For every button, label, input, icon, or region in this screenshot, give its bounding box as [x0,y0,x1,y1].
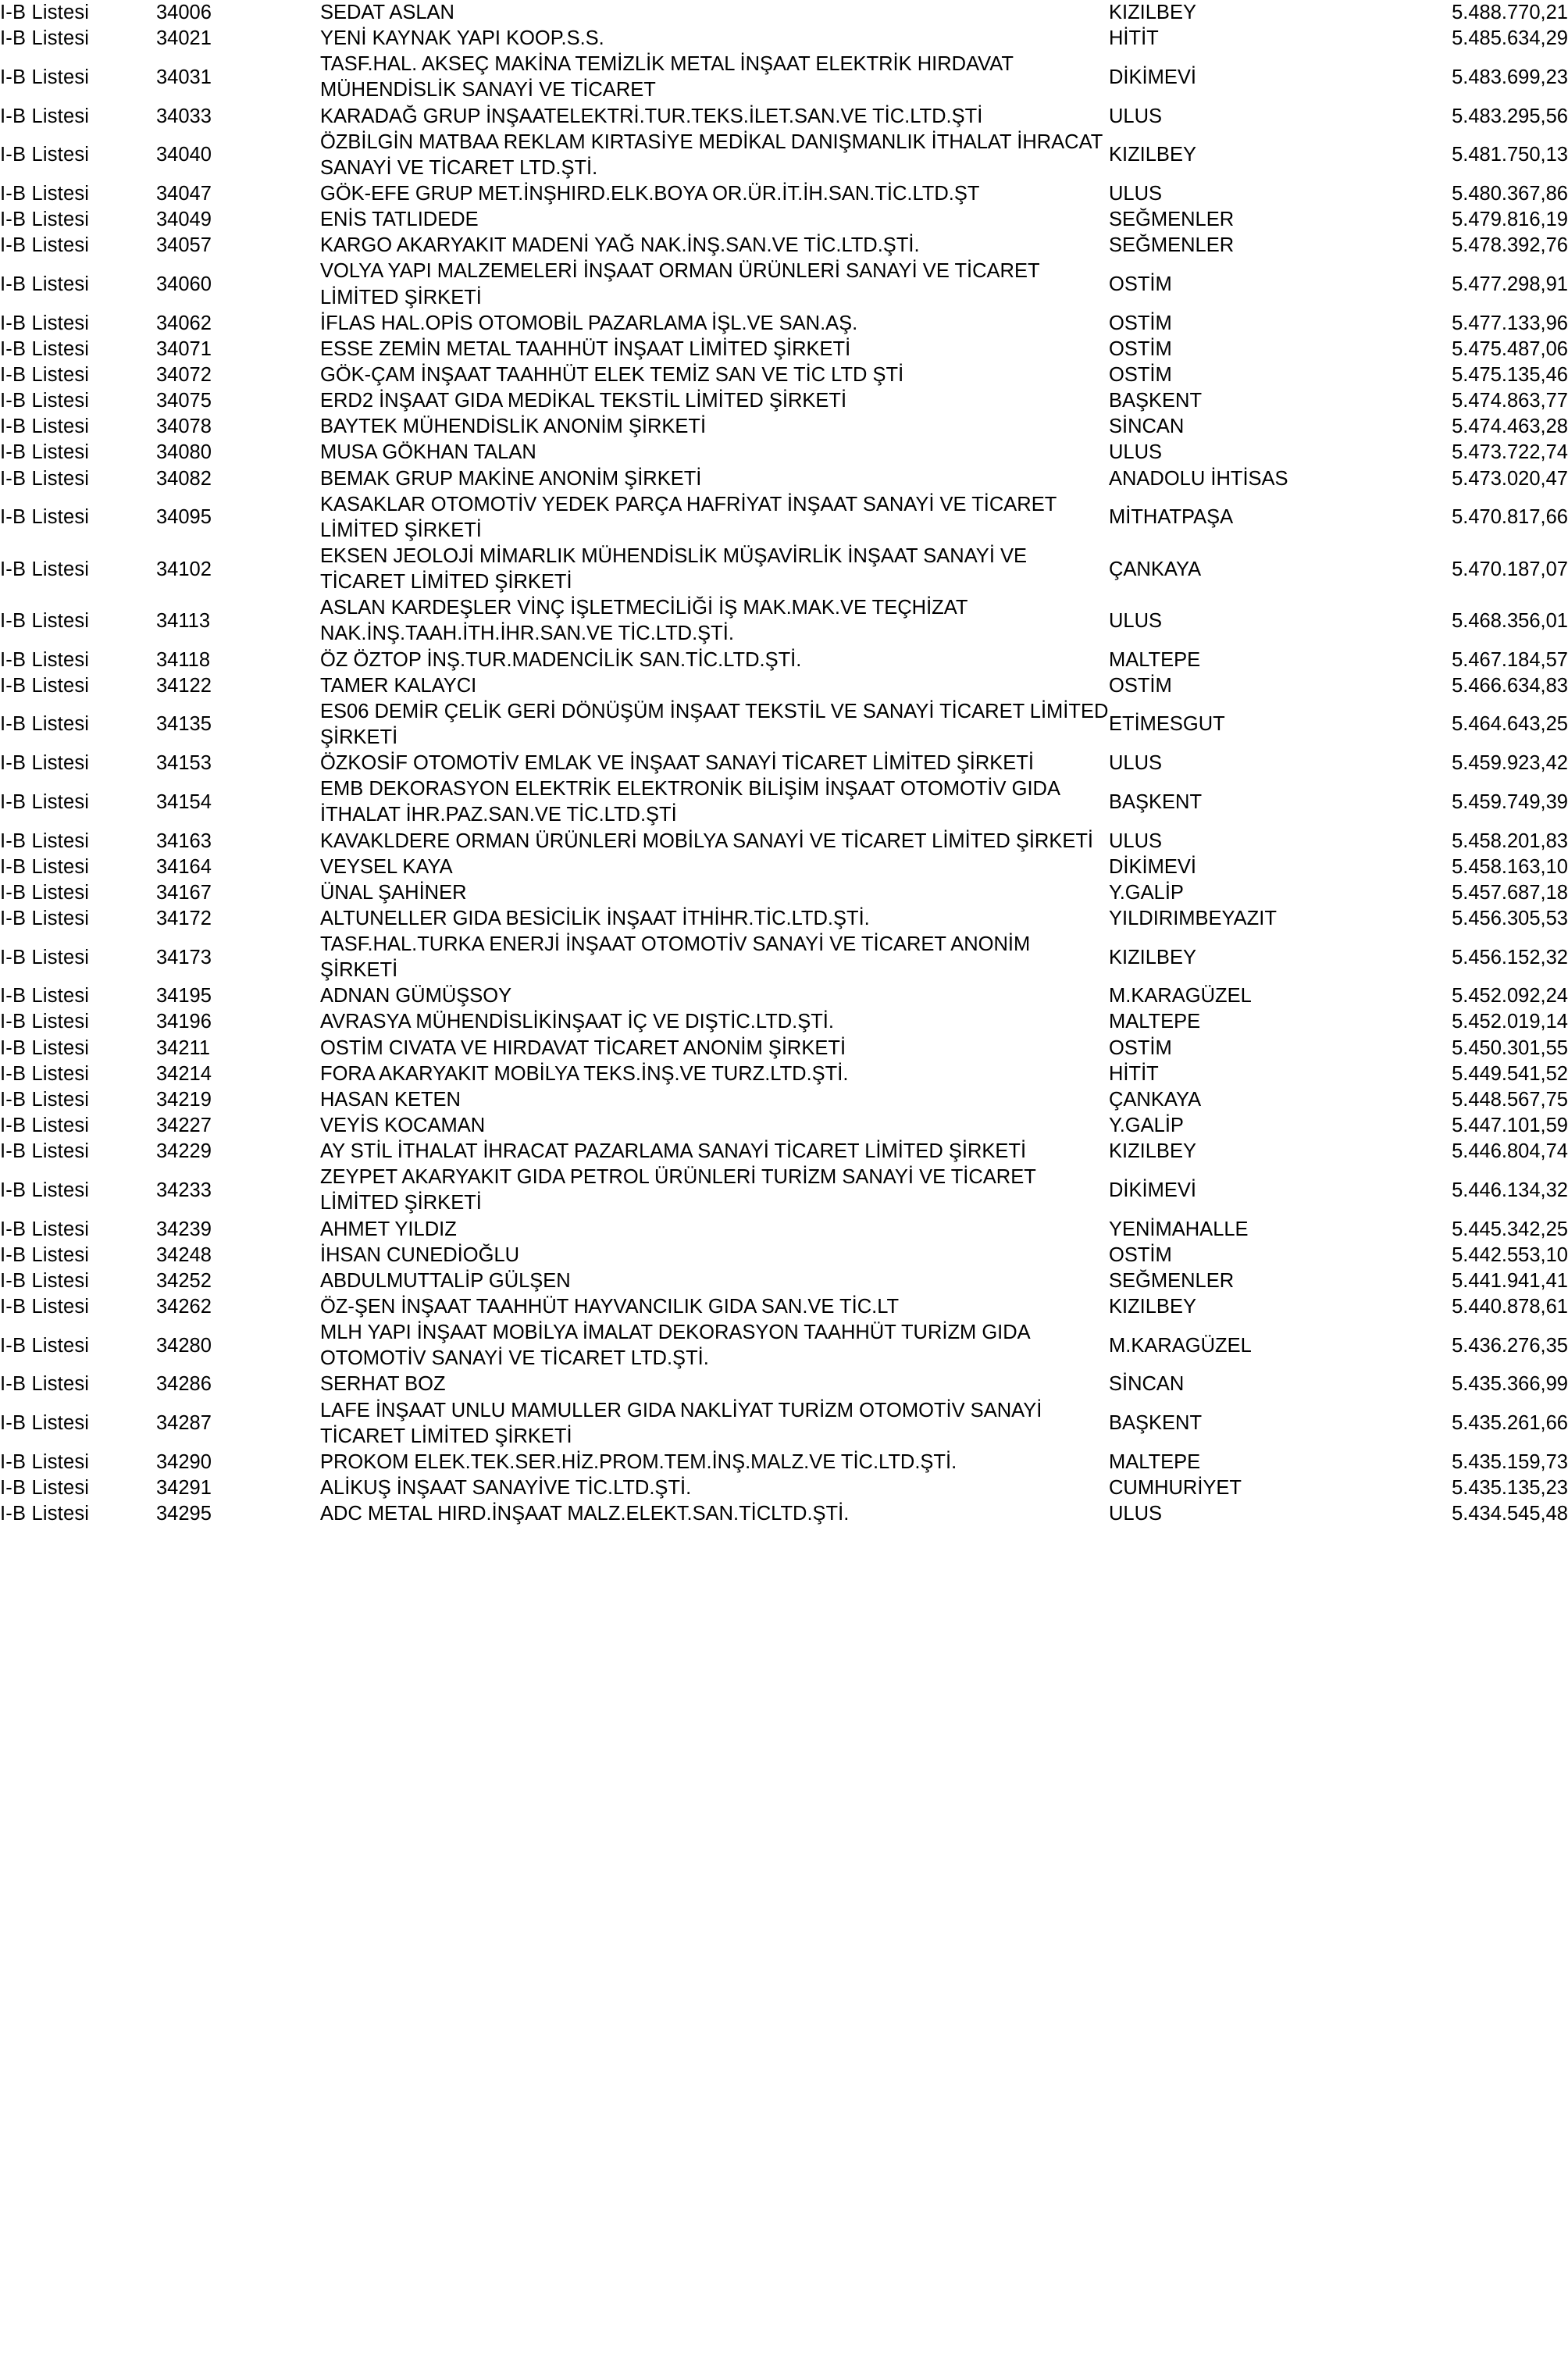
cell-amount: 5.480.367,86 [1452,182,1568,205]
cell-sequence-no: 34072 [156,363,212,386]
cell-sequence-no: 34122 [156,674,212,697]
cell-sequence-no: 34154 [156,790,212,813]
cell-sequence-no: 34031 [156,66,212,88]
cell-taxpayer-name: PROKOM ELEK.TEK.SER.HİZ.PROM.TEM.İNŞ.MALZ.VE TİC.LTD.ŞTİ. [320,1450,957,1473]
cell-list-label: I-B Listesi [0,790,90,813]
cell-sequence-no: 34229 [156,1140,212,1163]
cell-sequence-no: 34239 [156,1218,212,1240]
table-row [0,1087,1568,1113]
cell-list-label: I-B Listesi [0,312,90,334]
cell-sequence-no: 34233 [156,1179,212,1201]
table-row [0,983,1568,1009]
table-row [0,751,1568,776]
cell-sequence-no: 34214 [156,1062,212,1085]
table-row [0,1009,1568,1035]
cell-tax-office: ULUS [1109,609,1163,632]
table-row [0,181,1568,207]
cell-list-label: I-B Listesi [0,105,90,127]
cell-amount: 5.441.941,41 [1452,1269,1568,1292]
cell-amount: 5.442.553,10 [1452,1243,1568,1266]
cell-tax-office: BAŞKENT [1109,790,1203,813]
cell-taxpayer-name: ÖZKOSİF OTOMOTİV EMLAK VE İNŞAAT SANAYİ TİCARET LİMİTED ŞİRKETİ [320,752,1034,775]
cell-tax-office: ETİMESGUT [1109,713,1225,736]
table-row [0,1475,1568,1501]
cell-amount: 5.488.770,21 [1452,2,1568,23]
cell-list-label: I-B Listesi [0,144,90,166]
cell-sequence-no: 34262 [156,1296,212,1318]
table-row [0,1217,1568,1243]
cell-amount: 5.470.187,07 [1452,558,1568,580]
table-row [0,492,1568,544]
cell-list-label: I-B Listesi [0,390,90,412]
cell-sequence-no: 34164 [156,855,212,878]
cell-amount: 5.464.643,25 [1452,713,1568,736]
cell-taxpayer-name: BEMAK GRUP MAKİNE ANONİM ŞİRKETİ [320,467,702,490]
cell-amount: 5.470.817,66 [1452,506,1568,529]
cell-sequence-no: 34118 [156,648,211,671]
cell-amount: 5.485.634,29 [1452,27,1568,50]
cell-tax-office: SİNCAN [1109,416,1185,438]
cell-amount: 5.475.487,06 [1452,337,1568,360]
table-row [0,1268,1568,1294]
cell-amount: 5.449.541,52 [1452,1062,1568,1085]
cell-list-label: I-B Listesi [0,182,90,205]
table-row [0,233,1568,259]
cell-tax-office: ULUS [1109,829,1163,852]
cell-tax-office: HİTİT [1109,1062,1159,1085]
cell-tax-office: YILDIRIMBEYAZIT [1109,907,1277,929]
cell-list-label: I-B Listesi [0,1088,90,1111]
cell-sequence-no: 34078 [156,416,212,438]
cell-taxpayer-name: OSTİM CIVATA VE HIRDAVAT TİCARET ANONİM ŞİRKETİ [320,1036,846,1059]
cell-amount: 5.445.342,25 [1452,1218,1568,1240]
cell-taxpayer-name: ZEYPET AKARYAKIT GIDA PETROL ÜRÜNLERİ TURİZM SANAYİ VE TİCARET LİMİTED ŞİRKETİ [320,1166,1036,1215]
table-row [0,440,1568,465]
cell-tax-office: DİKİMEVİ [1109,1179,1196,1201]
table-row [0,1243,1568,1268]
cell-amount: 5.458.201,83 [1452,829,1568,852]
cell-taxpayer-name: ADNAN GÜMÜŞSOY [320,985,512,1008]
cell-tax-office: ULUS [1109,1503,1163,1525]
table-row [0,52,1568,103]
cell-taxpayer-name: MUSA GÖKHAN TALAN [320,441,536,464]
cell-list-label: I-B Listesi [0,1477,90,1500]
cell-list-label: I-B Listesi [0,829,90,852]
cell-amount: 5.435.366,99 [1452,1373,1568,1396]
table-row [0,595,1568,647]
cell-amount: 5.435.159,73 [1452,1450,1568,1473]
table-row [0,362,1568,388]
cell-list-label: I-B Listesi [0,1296,90,1318]
table-row [0,104,1568,130]
cell-taxpayer-name: ESSE ZEMİN METAL TAAHHÜT İNŞAAT LİMİTED ŞİRKETİ [320,337,851,360]
cell-sequence-no: 34062 [156,312,212,334]
cell-list-label: I-B Listesi [0,609,90,632]
cell-tax-office: ÇANKAYA [1109,558,1202,580]
cell-amount: 5.435.135,23 [1452,1477,1568,1500]
table-row [0,26,1568,52]
cell-amount: 5.483.295,56 [1452,105,1568,127]
cell-list-label: I-B Listesi [0,881,90,904]
table-row [0,544,1568,595]
cell-tax-office: OSTİM [1109,273,1172,295]
cell-taxpayer-name: TASF.HAL. AKSEÇ MAKİNA TEMİZLİK METAL İNŞAAT ELEKTRİK HIRDAVAT MÜHENDİSLİK SANAYİ VE TİCARET [320,53,1014,102]
cell-taxpayer-name: KAVAKLDERE ORMAN ÜRÜNLERİ MOBİLYA SANAYİ VE TİCARET LİMİTED ŞİRKETİ [320,829,1094,852]
cell-list-label: I-B Listesi [0,1269,90,1292]
table-row [0,854,1568,880]
cell-tax-office: BAŞKENT [1109,390,1203,412]
cell-amount: 5.440.878,61 [1452,1296,1568,1318]
cell-list-label: I-B Listesi [0,558,90,580]
cell-taxpayer-name: GÖK-EFE GRUP MET.İNŞHIRD.ELK.BOYA OR.ÜR.İT.İH.SAN.TİC.LTD.ŞT [320,182,980,205]
cell-amount: 5.456.305,53 [1452,907,1568,929]
cell-tax-office: DİKİMEVİ [1109,66,1196,88]
cell-sequence-no: 34006 [156,2,212,23]
cell-sequence-no: 34113 [156,609,211,632]
cell-sequence-no: 34173 [156,946,212,968]
cell-taxpayer-name: ALİKUŞ İNŞAAT SANAYİVE TİC.LTD.ŞTİ. [320,1477,692,1500]
cell-amount: 5.475.135,46 [1452,363,1568,386]
cell-taxpayer-name: ENİS TATLIDEDE [320,209,479,231]
cell-tax-office: KIZILBEY [1109,2,1196,23]
cell-list-label: I-B Listesi [0,441,90,464]
cell-sequence-no: 34172 [156,907,212,929]
table-row [0,1320,1568,1371]
cell-list-label: I-B Listesi [0,27,90,50]
cell-taxpayer-name: GÖK-ÇAM İNŞAAT TAAHHÜT ELEK TEMİZ SAN VE TİC LTD ŞTİ [320,363,904,386]
cell-tax-office: SEĞMENLER [1109,1269,1235,1292]
cell-sequence-no: 34102 [156,558,212,580]
cell-amount: 5.446.804,74 [1452,1140,1568,1163]
cell-amount: 5.436.276,35 [1452,1334,1568,1357]
cell-tax-office: Y.GALİP [1109,1115,1184,1137]
cell-tax-office: KIZILBEY [1109,1296,1196,1318]
cell-amount: 5.459.923,42 [1452,752,1568,775]
cell-tax-office: MALTEPE [1109,1011,1201,1033]
cell-list-label: I-B Listesi [0,1412,90,1435]
cell-list-label: I-B Listesi [0,752,90,775]
cell-sequence-no: 34195 [156,985,212,1008]
cell-tax-office: ANADOLU İHTİSAS [1109,467,1288,490]
cell-sequence-no: 34167 [156,881,212,904]
cell-list-label: I-B Listesi [0,1036,90,1059]
cell-amount: 5.479.816,19 [1452,209,1568,231]
cell-taxpayer-name: ASLAN KARDEŞLER VİNÇ İŞLETMECİLİĞİ İŞ MAK.MAK.VE TEÇHİZAT NAK.İNŞ.TAAH.İTH.İHR.SAN.VE TİC.LTD.ŞTİ. [320,597,968,645]
table-row [0,1139,1568,1165]
cell-tax-office: SİNCAN [1109,1373,1185,1396]
cell-sequence-no: 34163 [156,829,212,852]
cell-tax-office: DİKİMEVİ [1109,855,1196,878]
cell-list-label: I-B Listesi [0,1115,90,1137]
cell-taxpayer-name: ÜNAL ŞAHİNER [320,881,467,904]
cell-sequence-no: 34033 [156,105,212,127]
table-row [0,699,1568,751]
cell-amount: 5.474.463,28 [1452,416,1568,438]
table-row [0,906,1568,932]
table-row [0,1450,1568,1475]
cell-amount: 5.459.749,39 [1452,790,1568,813]
cell-sequence-no: 34211 [156,1036,211,1059]
table-row [0,1113,1568,1139]
cell-taxpayer-name: VEYSEL KAYA [320,855,453,878]
cell-amount: 5.448.567,75 [1452,1088,1568,1111]
cell-sequence-no: 34248 [156,1243,212,1266]
cell-tax-office: BAŞKENT [1109,1412,1203,1435]
table-row [0,337,1568,362]
cell-list-label: I-B Listesi [0,1062,90,1085]
cell-amount: 5.447.101,59 [1452,1115,1568,1137]
cell-taxpayer-name: İHSAN CUNEDİOĞLU [320,1243,520,1266]
cell-amount: 5.473.722,74 [1452,441,1568,464]
cell-sequence-no: 34047 [156,182,212,205]
cell-list-label: I-B Listesi [0,1218,90,1240]
cell-list-label: I-B Listesi [0,648,90,671]
cell-sequence-no: 34287 [156,1412,212,1435]
cell-amount: 5.466.634,83 [1452,674,1568,697]
cell-taxpayer-name: ES06 DEMİR ÇELİK GERİ DÖNÜŞÜM İNŞAAT TEKSTİL VE SANAYİ TİCARET LİMİTED ŞİRKETİ [320,700,1109,748]
cell-taxpayer-name: AHMET YILDIZ [320,1218,457,1240]
cell-list-label: I-B Listesi [0,1179,90,1201]
cell-taxpayer-name: VOLYA YAPI MALZEMELERİ İNŞAAT ORMAN ÜRÜNLERİ SANAYİ VE TİCARET LİMİTED ŞİRKETİ [320,260,1040,309]
cell-tax-office: KIZILBEY [1109,144,1196,166]
cell-tax-office: KIZILBEY [1109,946,1196,968]
cell-tax-office: CUMHURİYET [1109,1477,1242,1500]
cell-list-label: I-B Listesi [0,1373,90,1396]
cell-tax-office: KIZILBEY [1109,1140,1196,1163]
cell-taxpayer-name: BAYTEK MÜHENDİSLİK ANONİM ŞİRKETİ [320,416,707,438]
cell-sequence-no: 34075 [156,390,212,412]
cell-taxpayer-name: ALTUNELLER GIDA BESİCİLİK İNŞAAT İTHİHR.TİC.LTD.ŞTİ. [320,907,870,929]
cell-amount: 5.456.152,32 [1452,946,1568,968]
table-row [0,1371,1568,1397]
cell-taxpayer-name: EMB DEKORASYON ELEKTRİK ELEKTRONİK BİLİŞİM İNŞAAT OTOMOTİV GIDA İTHALAT İHR.PAZ.SAN.VE TİC.LTD.ŞTİ [320,778,1060,826]
cell-taxpayer-name: LAFE İNŞAAT UNLU MAMULLER GIDA NAKLİYAT TURİZM OTOMOTİV SANAYİ TİCARET LİMİTED ŞİRKETİ [320,1399,1042,1447]
cell-tax-office: ÇANKAYA [1109,1088,1202,1111]
cell-sequence-no: 34286 [156,1373,212,1396]
cell-tax-office: OSTİM [1109,1243,1172,1266]
cell-tax-office: OSTİM [1109,674,1172,697]
cell-tax-office: ULUS [1109,182,1163,205]
cell-taxpayer-name: VEYİS KOCAMAN [320,1115,486,1137]
table-row [0,311,1568,337]
cell-sequence-no: 34252 [156,1269,212,1292]
cell-list-label: I-B Listesi [0,337,90,360]
cell-amount: 5.450.301,55 [1452,1036,1568,1059]
table-row [0,207,1568,233]
cell-list-label: I-B Listesi [0,416,90,438]
cell-sequence-no: 34135 [156,713,212,736]
cell-list-label: I-B Listesi [0,273,90,295]
cell-taxpayer-name: SEDAT ASLAN [320,2,454,23]
cell-taxpayer-name: TAMER KALAYCI [320,674,477,697]
cell-tax-office: M.KARAGÜZEL [1109,1334,1252,1357]
cell-sequence-no: 34049 [156,209,212,231]
cell-list-label: I-B Listesi [0,1140,90,1163]
cell-list-label: I-B Listesi [0,674,90,697]
cell-taxpayer-name: ERD2 İNŞAAT GIDA MEDİKAL TEKSTİL LİMİTED ŞİRKETİ [320,390,847,412]
cell-list-label: I-B Listesi [0,1011,90,1033]
table-row [0,1501,1568,1527]
cell-sequence-no: 34021 [156,27,212,50]
cell-sequence-no: 34219 [156,1088,212,1111]
cell-amount: 5.468.356,01 [1452,609,1568,632]
cell-sequence-no: 34227 [156,1115,212,1137]
cell-amount: 5.467.184,57 [1452,648,1568,671]
table-row [0,1036,1568,1061]
cell-list-label: I-B Listesi [0,234,90,257]
cell-taxpayer-name: FORA AKARYAKIT MOBİLYA TEKS.İNŞ.VE TURZ.LTD.ŞTİ. [320,1062,849,1085]
cell-taxpayer-name: ÖZ ÖZTOP İNŞ.TUR.MADENCİLİK SAN.TİC.LTD.ŞTİ. [320,648,802,671]
table-row [0,647,1568,673]
cell-list-label: I-B Listesi [0,985,90,1008]
cell-list-label: I-B Listesi [0,467,90,490]
cell-taxpayer-name: EKSEN JEOLOJİ MİMARLIK MÜHENDİSLİK MÜŞAVİRLİK İNŞAAT SANAYİ VE TİCARET LİMİTED ŞİRKETİ [320,544,1028,594]
cell-amount: 5.452.019,14 [1452,1011,1568,1033]
cell-tax-office: MALTEPE [1109,1450,1201,1473]
cell-tax-office: OSTİM [1109,312,1172,334]
cell-list-label: I-B Listesi [0,209,90,231]
cell-taxpayer-name: ABDULMUTTALİP GÜLŞEN [320,1269,571,1292]
cell-taxpayer-name: KARGO AKARYAKIT MADENİ YAĞ NAK.İNŞ.SAN.VE TİC.LTD.ŞTİ. [320,234,920,257]
cell-amount: 5.477.298,91 [1452,273,1568,295]
table-row [0,0,1568,26]
cell-list-label: I-B Listesi [0,66,90,88]
table-row [0,673,1568,699]
cell-amount: 5.434.545,48 [1452,1503,1568,1525]
cell-taxpayer-name: YENİ KAYNAK YAPI KOOP.S.S. [320,27,604,50]
cell-sequence-no: 34291 [156,1477,212,1500]
cell-amount: 5.481.750,13 [1452,144,1568,166]
cell-taxpayer-name: MLH YAPI İNŞAAT MOBİLYA İMALAT DEKORASYON TAAHHÜT TURİZM GIDA OTOMOTİV SANAYİ VE TİCARET LTD.ŞTİ. [320,1322,1030,1370]
cell-taxpayer-name: İFLAS HAL.OPİS OTOMOBİL PAZARLAMA İŞL.VE SAN.AŞ. [320,312,858,334]
cell-taxpayer-name: AY STİL İTHALAT İHRACAT PAZARLAMA SANAYİ TİCARET LİMİTED ŞİRKETİ [320,1140,1027,1163]
cell-tax-office: OSTİM [1109,363,1172,386]
cell-list-label: I-B Listesi [0,855,90,878]
cell-taxpayer-name: KARADAĞ GRUP İNŞAATELEKTRİ.TUR.TEKS.İLET.SAN.VE TİC.LTD.ŞTİ [320,105,983,127]
cell-amount: 5.478.392,76 [1452,234,1568,257]
cell-tax-office: HİTİT [1109,27,1159,50]
cell-taxpayer-name: KASAKLAR OTOMOTİV YEDEK PARÇA HAFRİYAT İNŞAAT SANAYİ VE TİCARET LİMİTED ŞİRKETİ [320,493,1057,541]
cell-list-label: I-B Listesi [0,2,90,23]
cell-sequence-no: 34290 [156,1450,212,1473]
cell-tax-office: SEĞMENLER [1109,209,1235,231]
table-row [0,932,1568,983]
cell-sequence-no: 34280 [156,1334,212,1357]
cell-list-label: I-B Listesi [0,1450,90,1473]
cell-list-label: I-B Listesi [0,946,90,968]
table-row [0,414,1568,440]
table-row [0,130,1568,181]
cell-list-label: I-B Listesi [0,1503,90,1525]
table-row [0,259,1568,310]
cell-tax-office: M.KARAGÜZEL [1109,985,1252,1008]
table-row [0,1398,1568,1450]
cell-amount: 5.483.699,23 [1452,66,1568,88]
cell-taxpayer-name: ADC METAL HIRD.İNŞAAT MALZ.ELEKT.SAN.TİCLTD.ŞTİ. [320,1503,850,1525]
table-row [0,1165,1568,1216]
cell-tax-office: YENİMAHALLE [1109,1218,1249,1240]
cell-list-label: I-B Listesi [0,363,90,386]
table-row [0,1294,1568,1320]
cell-taxpayer-name: HASAN KETEN [320,1088,461,1111]
cell-list-label: I-B Listesi [0,506,90,529]
cell-sequence-no: 34082 [156,467,212,490]
cell-tax-office: ULUS [1109,441,1163,464]
cell-sequence-no: 34295 [156,1503,212,1525]
cell-list-label: I-B Listesi [0,713,90,736]
cell-amount: 5.458.163,10 [1452,855,1568,878]
cell-taxpayer-name: TASF.HAL.TURKA ENERJİ İNŞAAT OTOMOTİV SANAYİ VE TİCARET ANONİM ŞİRKETİ [320,933,1031,982]
cell-tax-office: OSTİM [1109,1036,1172,1059]
cell-amount: 5.473.020,47 [1452,467,1568,490]
table-row [0,388,1568,414]
cell-sequence-no: 34080 [156,441,212,464]
table-row [0,466,1568,492]
cell-taxpayer-name: ÖZ-ŞEN İNŞAAT TAAHHÜT HAYVANCILIK GIDA SAN.VE TİC.LT [320,1296,900,1318]
cell-list-label: I-B Listesi [0,1243,90,1266]
cell-sequence-no: 34057 [156,234,212,257]
cell-amount: 5.435.261,66 [1452,1412,1568,1435]
cell-tax-office: OSTİM [1109,337,1172,360]
cell-tax-office: MİTHATPAŞA [1109,506,1234,529]
cell-taxpayer-name: ÖZBİLGİN MATBAA REKLAM KIRTASİYE MEDİKAL DANIŞMANLIK İTHALAT İHRACAT SANAYİ VE TİCARET LTD.ŞTİ. [320,130,1103,179]
cell-taxpayer-name: AVRASYA MÜHENDİSLİKİNŞAAT İÇ VE DIŞTİC.LTD.ŞTİ. [320,1011,834,1033]
cell-tax-office: Y.GALİP [1109,881,1184,904]
cell-sequence-no: 34071 [156,337,212,360]
cell-sequence-no: 34040 [156,144,212,166]
cell-sequence-no: 34095 [156,506,212,529]
cell-tax-office: ULUS [1109,752,1163,775]
cell-tax-office: SEĞMENLER [1109,234,1235,257]
table-row [0,776,1568,828]
cell-amount: 5.446.134,32 [1452,1179,1568,1201]
cell-amount: 5.474.863,77 [1452,390,1568,412]
cell-tax-office: ULUS [1109,105,1163,127]
cell-sequence-no: 34196 [156,1011,212,1033]
cell-sequence-no: 34153 [156,752,212,775]
cell-sequence-no: 34060 [156,273,212,295]
cell-list-label: I-B Listesi [0,907,90,929]
cell-amount: 5.477.133,96 [1452,312,1568,334]
cell-amount: 5.457.687,18 [1452,881,1568,904]
cell-amount: 5.452.092,24 [1452,985,1568,1008]
cell-list-label: I-B Listesi [0,1334,90,1357]
table-row [0,880,1568,906]
cell-tax-office: MALTEPE [1109,648,1201,671]
table-row [0,1061,1568,1087]
table-row [0,829,1568,854]
cell-taxpayer-name: SERHAT BOZ [320,1373,446,1396]
